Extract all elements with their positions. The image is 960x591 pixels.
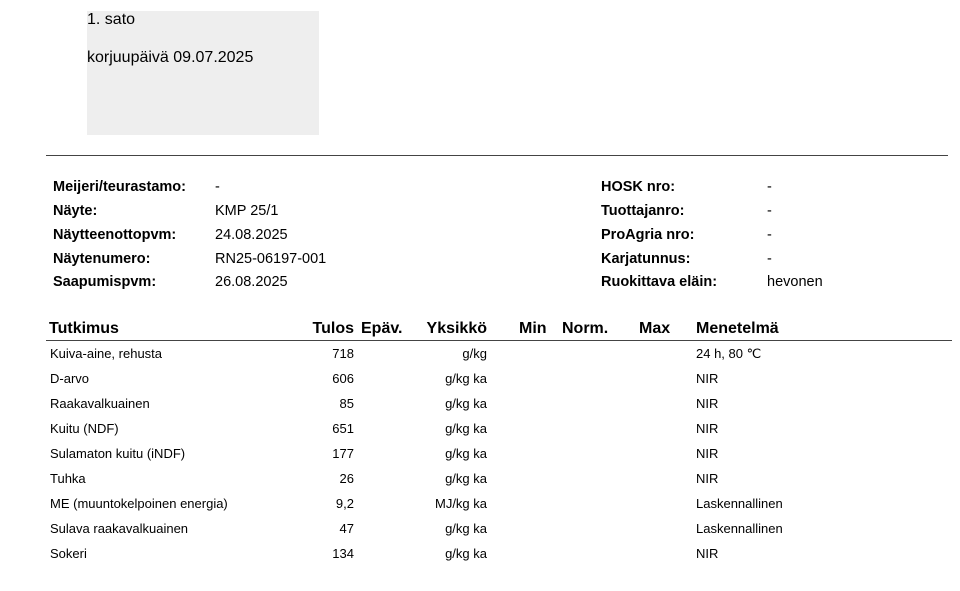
header-epav: Epäv.: [361, 320, 403, 337]
cell-tutkimus: Kuiva-aine, rehusta: [50, 346, 163, 361]
harvest-number: 1. sato: [87, 11, 136, 28]
info-label-karjatunnus: Karjatunnus:: [601, 251, 691, 267]
info-label-saapumispvm: Saapumispvm:: [53, 274, 157, 290]
cell-tutkimus: Sokeri: [50, 546, 87, 561]
table-row: [0, 496, 960, 521]
header-tutkimus: Tutkimus: [49, 320, 119, 337]
cell-menetelma: NIR: [696, 446, 719, 461]
cell-tutkimus: Sulava raakavalkuainen: [50, 521, 189, 536]
table-row: [0, 396, 960, 421]
info-value-tuottajanro: -: [767, 203, 772, 219]
info-label-proagria: ProAgria nro:: [601, 227, 695, 243]
cell-tulos: 177: [332, 446, 354, 461]
info-label-tuottajanro: Tuottajanro:: [601, 203, 685, 219]
cell-tutkimus: ME (muuntokelpoinen energia): [50, 496, 228, 511]
info-value-naytenumero: RN25-06197-001: [215, 251, 327, 267]
cell-menetelma: Laskennallinen: [696, 521, 783, 536]
cell-tulos: 9,2: [335, 496, 354, 511]
cell-yksikko: MJ/kg ka: [434, 496, 487, 511]
cell-tulos: 606: [332, 371, 354, 386]
info-value-ruokittava: hevonen: [767, 274, 823, 290]
cell-menetelma: 24 h, 80 ℃: [696, 346, 762, 361]
table-row: [0, 371, 960, 396]
info-label-naytenumero: Näytenumero:: [53, 251, 151, 267]
cell-tutkimus: Tuhka: [50, 471, 86, 486]
table-row: [0, 546, 960, 571]
harvest-date: korjuupäivä 09.07.2025: [87, 49, 254, 66]
table-row: [0, 421, 960, 446]
info-value-proagria: -: [767, 227, 772, 243]
info-label-hosk: HOSK nro:: [601, 179, 676, 195]
header-norm: Norm.: [562, 320, 609, 337]
cell-yksikko: g/kg ka: [445, 396, 487, 411]
cell-tulos: 26: [339, 471, 354, 486]
cell-yksikko: g/kg ka: [445, 471, 487, 486]
info-label-meijeri: Meijeri/teurastamo:: [53, 179, 186, 195]
cell-yksikko: g/kg ka: [445, 421, 487, 436]
info-value-nayte: KMP 25/1: [215, 203, 279, 219]
table-row: [0, 346, 960, 371]
info-value-naytteenottopvm: 24.08.2025: [215, 227, 288, 243]
cell-tutkimus: Kuitu (NDF): [50, 421, 119, 436]
header-yksikko: Yksikkö: [426, 320, 487, 337]
cell-yksikko: g/kg ka: [445, 446, 487, 461]
cell-yksikko: g/kg ka: [445, 371, 487, 386]
cell-menetelma: NIR: [696, 371, 719, 386]
table-row: [0, 471, 960, 496]
table-row: [0, 446, 960, 471]
cell-menetelma: NIR: [696, 396, 719, 411]
table-header-divider: [46, 340, 952, 341]
header-max: Max: [639, 320, 671, 337]
cell-tulos: 85: [339, 396, 354, 411]
info-value-karjatunnus: -: [767, 251, 772, 267]
info-label-naytteenottopvm: Näytteenottopvm:: [53, 227, 177, 243]
cell-tutkimus: Sulamaton kuitu (iNDF): [50, 446, 186, 461]
header-min: Min: [519, 320, 547, 337]
table-row: [0, 521, 960, 546]
cell-menetelma: NIR: [696, 471, 719, 486]
info-value-hosk: -: [767, 179, 772, 195]
cell-tutkimus: D-arvo: [50, 371, 90, 386]
cell-tutkimus: Raakavalkuainen: [50, 396, 150, 411]
harvest-note-box: [87, 11, 319, 135]
header-tulos: Tulos: [312, 320, 354, 337]
cell-menetelma: NIR: [696, 421, 719, 436]
cell-tulos: 134: [332, 546, 354, 561]
cell-tulos: 651: [332, 421, 354, 436]
info-value-saapumispvm: 26.08.2025: [215, 274, 288, 290]
info-label-ruokittava: Ruokittava eläin:: [601, 274, 718, 290]
cell-menetelma: Laskennallinen: [696, 496, 783, 511]
cell-tulos: 718: [332, 346, 354, 361]
divider: [46, 155, 948, 156]
header-menetelma: Menetelmä: [696, 320, 779, 337]
cell-yksikko: g/kg: [462, 346, 487, 361]
cell-yksikko: g/kg ka: [445, 546, 487, 561]
cell-tulos: 47: [339, 521, 354, 536]
cell-yksikko: g/kg ka: [445, 521, 487, 536]
cell-menetelma: NIR: [696, 546, 719, 561]
info-label-nayte: Näyte:: [53, 203, 98, 219]
info-value-meijeri: -: [215, 179, 220, 195]
